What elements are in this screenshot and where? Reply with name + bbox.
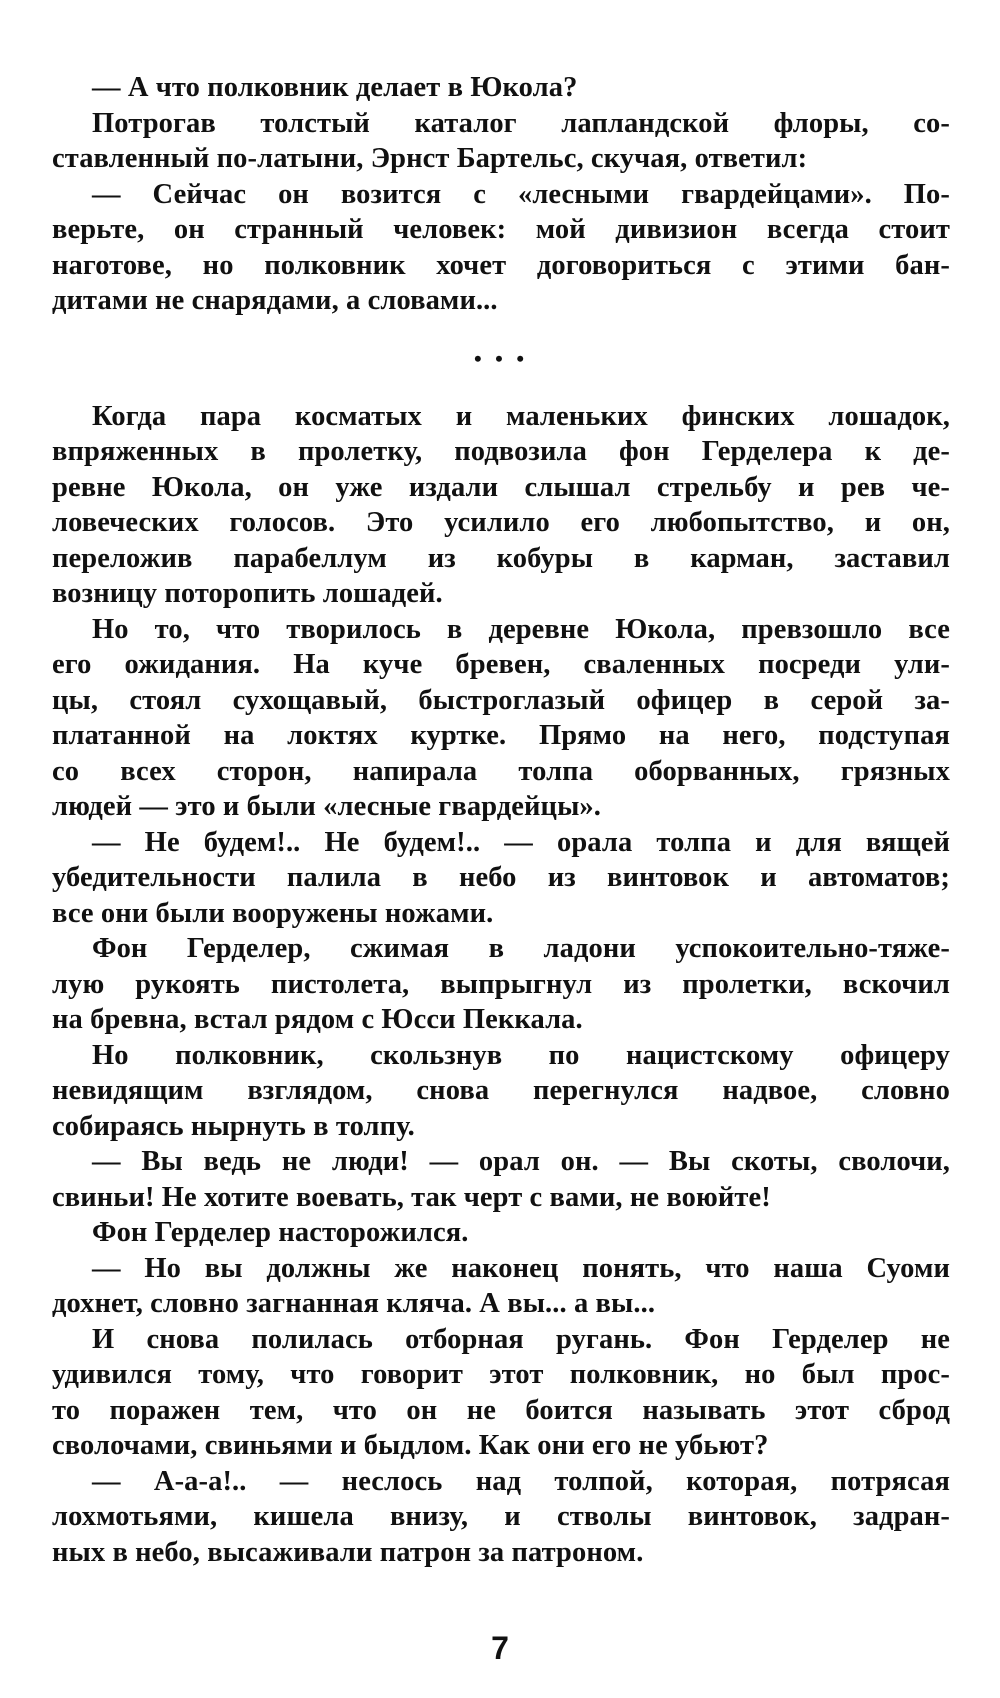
text-line: Когда пара косматых и маленьких финских лошадок, — [92, 400, 950, 432]
text-line: людей — это и были «лесные гвардейцы». — [52, 791, 602, 822]
text-block-top — [52, 70, 950, 319]
paragraph — [52, 177, 950, 319]
paragraph — [52, 1215, 950, 1251]
text-line: верьте, он странный человек: мой дивизион всегда стоит — [52, 214, 950, 245]
text-line: — Вы ведь не люди! — орал он. — Вы скоты, сволочи, — [92, 1146, 950, 1177]
paragraph — [52, 1464, 950, 1571]
text-line: переложив парабеллум из кобуры в карман, заставил — [52, 542, 950, 574]
text-line: цы, стоял сухощавый, быстроглазый офицер в серой за- — [52, 684, 950, 716]
text-line: ных в небо, высаживали патрон за патроном. — [52, 1536, 644, 1568]
text-line: собираясь нырнуть в толпу. — [52, 1110, 415, 1142]
text-line: — Сейчас он возится с «лесными гвардейцами». По- — [92, 178, 950, 210]
text-line: — А что полковник делает в Юкола? — [92, 72, 578, 103]
text-line: лохмотьями, кишела внизу, и стволы винтовок, задран- — [52, 1501, 950, 1532]
text-line: — А-а-а!.. — неслось над толпой, которая, потрясая — [92, 1465, 950, 1497]
text-line: — Но вы должны же наконец понять, что наша Суоми — [92, 1252, 950, 1284]
text-line: Потрогав толстый каталог лапландской флоры, со- — [92, 107, 950, 139]
section-separator: • • • — [473, 345, 529, 371]
text-line: на бревна, встал рядом с Юсси Пеккала. — [52, 1004, 583, 1035]
text-line: дитами не снарядами, а словами... — [52, 285, 498, 316]
text-line: то поражен тем, что он не боится называть этот сброд — [52, 1394, 950, 1426]
paragraph — [52, 1251, 950, 1322]
text-line: возницу поторопить лошадей. — [52, 578, 443, 609]
page-number: 7 — [491, 1630, 509, 1666]
text-line: Но полковник, скользнув по нацистскому офицеру — [92, 1039, 950, 1071]
paragraph — [52, 399, 950, 612]
text-line: наготове, но полковник хочет договориться с этими бан- — [52, 249, 950, 281]
text-line: невидящим взглядом, снова перегнулся надвое, словно — [52, 1075, 950, 1106]
paragraph — [52, 1144, 950, 1215]
text-line: сволочами, свиньями и быдлом. Как они его не убьют? — [52, 1430, 769, 1461]
text-line: И снова полилась отборная ругань. Фон Герделер не — [92, 1323, 950, 1355]
text-line: — Не будем!.. Не будем!.. — орала толпа и для вящей — [92, 826, 950, 858]
paragraph — [52, 1038, 950, 1145]
text-block-bottom — [52, 399, 950, 1571]
paragraph — [52, 612, 950, 825]
paragraph — [52, 1322, 950, 1464]
text-line: его ожидания. На куче бревен, сваленных посреди ули- — [52, 649, 950, 680]
book-page — [52, 70, 950, 1570]
paragraph — [52, 825, 950, 932]
text-line: удивился тому, что говорит этот полковник, но был прос- — [52, 1359, 950, 1390]
text-line: ловеческих голосов. Это усилило его любопытство, и он, — [52, 507, 950, 538]
paragraph — [52, 70, 950, 106]
text-line: свиньи! Не хотите воевать, так черт с вами, не воюйте! — [52, 1181, 771, 1213]
paragraph — [52, 931, 950, 1038]
text-line: дохнет, словно загнанная кляча. А вы... а вы... — [52, 1288, 656, 1319]
text-line: Но то, что творилось в деревне Юкола, превзошло все — [92, 613, 950, 645]
text-line: ставленный по-латыни, Эрнст Бартельс, скучая, ответил: — [52, 143, 808, 174]
text-line: Фон Герделер насторожился. — [92, 1217, 469, 1248]
text-line: платанной на локтях куртке. Прямо на него, подступая — [52, 720, 950, 751]
text-line: ревне Юкола, он уже издали слышал стрельбу и рев че- — [52, 471, 950, 503]
text-line: Фон Герделер, сжимая в ладони успокоительно-тяже- — [92, 933, 950, 964]
text-line: все они были вооружены ножами. — [52, 897, 494, 929]
text-line: со всех сторон, напирала толпа оборванных, грязных — [52, 755, 950, 787]
paragraph — [52, 106, 950, 177]
text-line: лую рукоять пистолета, выпрыгнул из пролетки, вскочил — [52, 968, 950, 1000]
text-line: впряженных в пролетку, подвозила фон Герделера к де- — [52, 436, 950, 467]
text-line: убедительности палила в небо из винтовок и автоматов; — [52, 862, 950, 893]
